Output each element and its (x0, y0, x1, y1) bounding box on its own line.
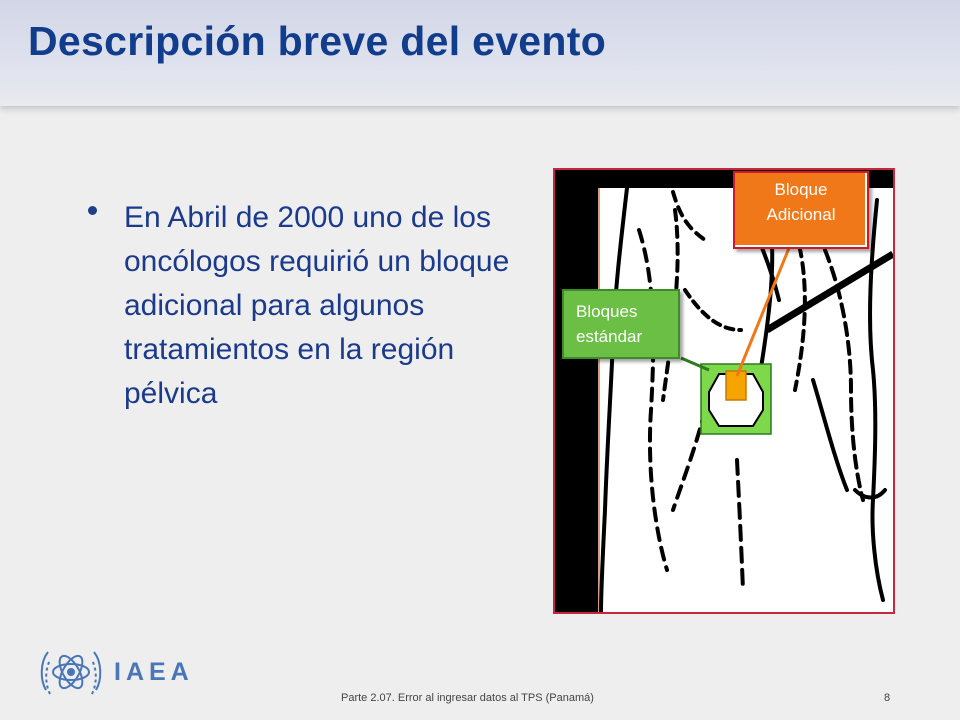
bullet-marker (88, 206, 97, 215)
footer-caption: Parte 2.07. Error al ingresar datos al TPS (Panamá) (341, 692, 594, 704)
slide-title: Descripción breve del evento (28, 18, 607, 64)
iaea-logo-icon (36, 642, 106, 704)
page-number: 8 (884, 692, 891, 704)
callout-standard-blocks: Bloques estándar (562, 289, 680, 359)
bullet-text: En Abril de 2000 uno de los oncólogos requirió un bloque adicional para algunos tratamientos en la región pélvica (124, 201, 510, 410)
logo-wordmark: IAEA (114, 658, 194, 686)
callout-additional-block: Bloque Adicional (733, 171, 869, 249)
